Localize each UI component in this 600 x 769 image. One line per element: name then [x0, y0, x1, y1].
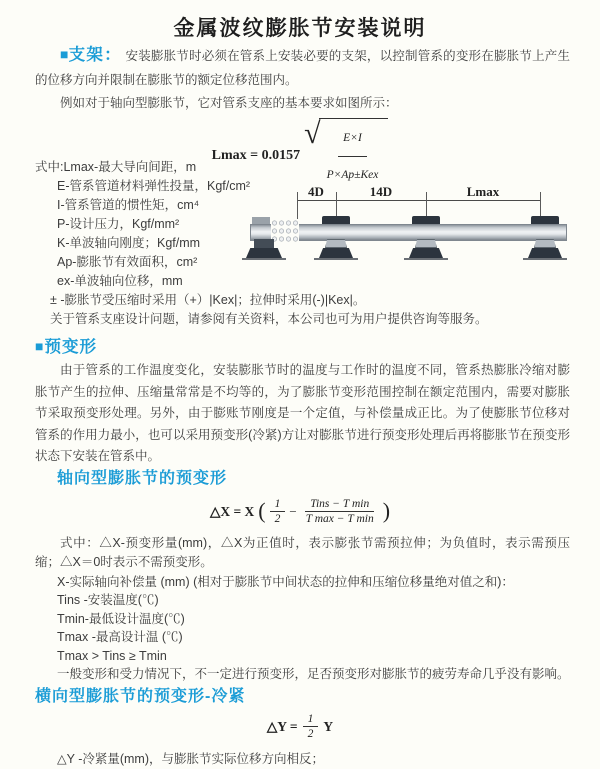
- definition-line: I-管系管道的惯性矩，cm⁴: [57, 198, 200, 212]
- lateral-formula: [0, 710, 600, 744]
- axial-item: X-实际轴向补偿量 (mm) (相对于膨胀节中间状态的拉伸和压缩位移量绝对值之和)：: [57, 574, 514, 589]
- definition-line: E-管系管道材料弹性投量，Kgf/cm²: [57, 179, 251, 193]
- pipe-support-pedestal: [325, 239, 347, 248]
- lateral-half-denominator: 2: [307, 728, 314, 740]
- axial-formula: [0, 492, 600, 532]
- document-page: [0, 12, 600, 766]
- axial-subsection-header: 轴向型膨胀节的预变形: [57, 469, 228, 487]
- lateral-subsection-header: 横向型膨胀节的预变形-冷紧: [35, 687, 246, 705]
- pipe-support-cap: [412, 216, 440, 224]
- minus-operator: −: [289, 503, 297, 519]
- definition-line: Ap-膨胀节有效面积，cm²: [57, 255, 198, 269]
- lateral-note-line: △Y -冷紧量(mm)，与膨胀节实际位移方向相反；: [57, 751, 325, 766]
- anchor-pedestal: [254, 239, 274, 248]
- support-section-header: 支架：: [68, 46, 122, 64]
- pipe-support-base: [409, 248, 443, 258]
- predeform-section-header-row: [35, 335, 600, 358]
- support-intro-text: 安装膨胀节时必须在管系上安装必要的支架，以控制管系的变形在膨胀节上产生的位移方向并限制在膨胀节的额定位移范围内。: [35, 49, 570, 87]
- axial-item: Tmax -最高设计温 (℃): [57, 630, 183, 644]
- support-intro-paragraph: [35, 42, 570, 92]
- dimension-label-4d: 4D: [308, 184, 324, 199]
- lmax-formula-numerator: E×I: [338, 121, 367, 157]
- open-paren: (: [258, 497, 266, 523]
- support-example-line: 例如对于轴向型膨胀节，它对管系支座的基本要求如图所示：: [60, 96, 398, 110]
- axial-explain-paragraph: 式中：△X-预变形量(mm)，△X为正值时，表示膨张节需预拉伸；为负值时，表示需预压缩；△X＝0时表示不需预变形。: [35, 535, 570, 569]
- pipe-support-footline: [314, 258, 358, 260]
- predeform-section-header: 预变形: [44, 338, 97, 356]
- axial-formula-lhs: △X = X: [209, 503, 255, 519]
- pipe-support-pedestal: [534, 239, 556, 248]
- lateral-formula-lhs: △Y =: [266, 718, 298, 734]
- anchor-cap: [252, 217, 270, 224]
- anchor-footline: [242, 258, 286, 260]
- bellows-joint: [271, 219, 299, 244]
- definition-line: ± -膨胀节受压缩时采用（+）|Kex|；拉伸时采用(-)|Kex|。: [50, 293, 366, 307]
- half-numerator: 1: [270, 498, 286, 512]
- definition-line: 关于管系支座设计问题，请参阅有关资料，本公司也可为用户提供咨询等服务。: [50, 312, 488, 326]
- pipe-support-footline: [523, 258, 567, 260]
- lateral-formula-rhs: Y: [323, 718, 334, 734]
- radical-sign: √: [304, 117, 321, 150]
- definitions-and-diagram: [0, 158, 600, 329]
- lmax-formula-lhs: Lmax = 0.0157: [211, 147, 301, 163]
- pipe-support-base: [319, 248, 353, 258]
- definition-line: K-单波轴向刚度；Kgf/mm: [57, 236, 201, 250]
- page-title: 金属波纹膨胀节安装说明: [173, 17, 427, 40]
- pipe-support-cap: [322, 216, 350, 224]
- axial-item: Tins -安装温度(℃): [57, 593, 159, 607]
- pipe-support-base: [528, 248, 562, 258]
- predeform-paragraph: 由于管系的工作温度变化，安装膨胀节时的温度与工作时的温度不同，管系热膨胀冷缩对膨胀节产生的拉伸、压缩量常常是不均等的，为了膨胀节变形范围控制在额定范围内，需要对膨胀节采取预变形处理。另外，由于膨账节刚度是一个定值，与补偿量成正比。为了使膨胀节位移对管系的作用力最小，也可以采用预变形(冷紧)方让对膨胀节进行预变形处理后再将膨胀节在预变形状态下安装在管系中。: [35, 363, 570, 463]
- temp-denominator: T max − T min: [305, 513, 374, 525]
- half-denominator: 2: [274, 513, 281, 525]
- axial-item: Tmax > Tins ≥ Tmin: [57, 648, 167, 663]
- axial-item: 一般变形和受力情况下，不一定进行预变形，足否预变形对膨胀节的疲劳寿命几乎没有影响。: [57, 667, 570, 681]
- axial-item: Tmin-最低设计温度(℃): [57, 611, 185, 626]
- dimension-label-14d: 14D: [369, 184, 393, 199]
- definition-line: 式中:Lmax-最大导向间距，m: [35, 160, 197, 174]
- temp-numerator: Tins − T min: [305, 498, 374, 512]
- pipe-support-footline: [404, 258, 448, 260]
- dimension-line: [297, 200, 540, 201]
- anchor-base: [246, 248, 282, 258]
- dimension-label-lmax: Lmax: [466, 184, 500, 199]
- pipe-support-cap: [531, 216, 559, 224]
- expansion-joint-diagram: [236, 186, 598, 282]
- lateral-half-numerator: 1: [303, 713, 319, 727]
- close-paren: ): [382, 497, 391, 523]
- definition-line: ex-单波轴向位移，mm: [57, 274, 183, 288]
- section-bullet-icon: ■: [60, 46, 69, 62]
- definition-line: P-设计压力，Kgf/mm²: [57, 217, 180, 231]
- section-bullet-icon: ■: [35, 338, 45, 354]
- pipe-support-pedestal: [415, 239, 437, 248]
- lmax-formula-denominator: P×Ap±Kex: [326, 169, 379, 181]
